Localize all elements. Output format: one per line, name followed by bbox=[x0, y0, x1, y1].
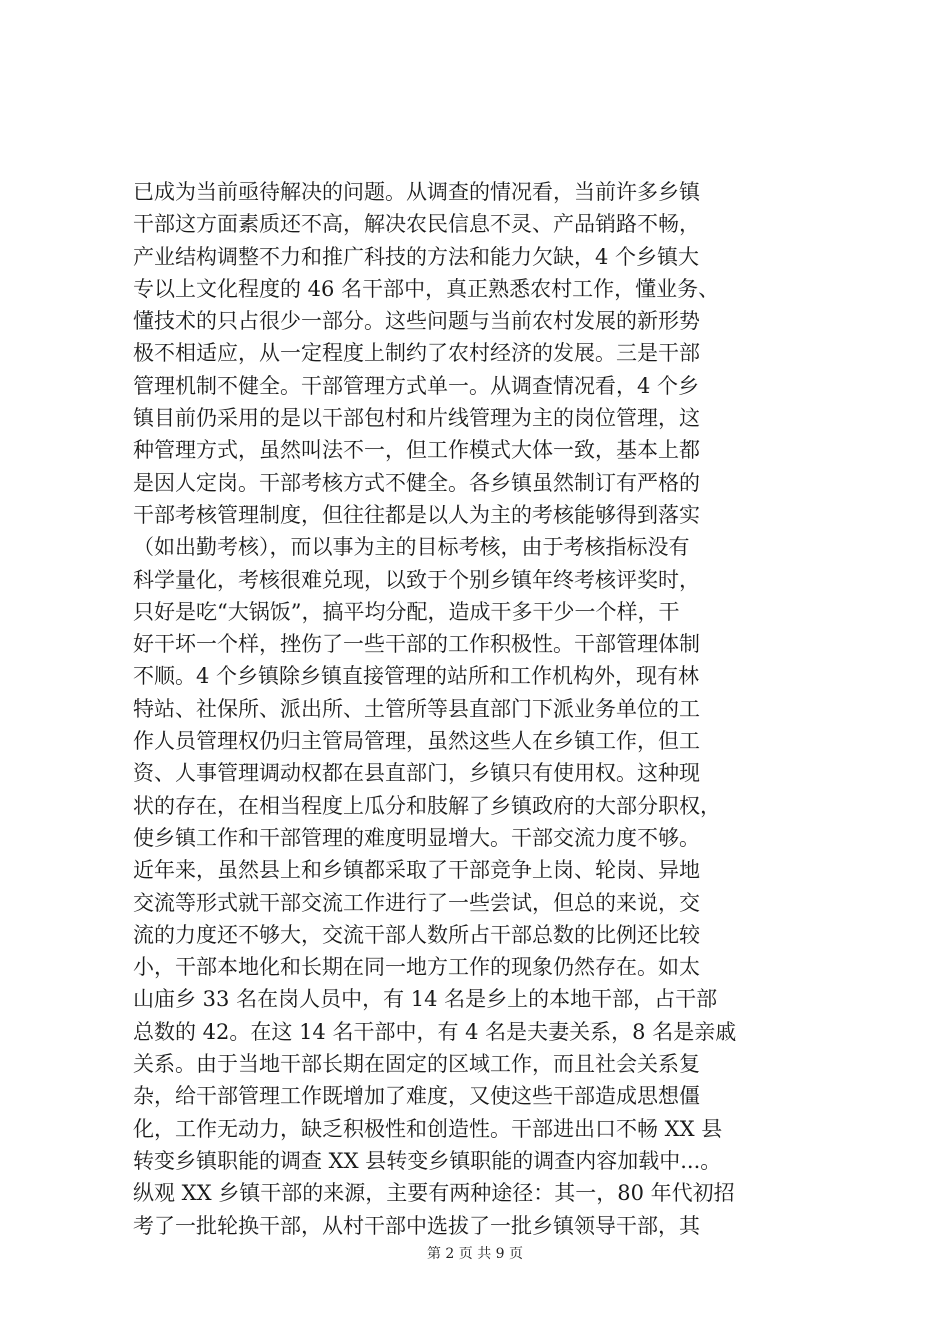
text-line: 干部考核管理制度，但往往都是以人为主的考核能够得到落实 bbox=[133, 502, 700, 527]
text-line: 流的力度还不够大，交流干部人数所占干部总数的比例还比较 bbox=[133, 922, 700, 947]
text-line: 资、人事管理调动权都在县直部门，乡镇只有使用权。这种现 bbox=[133, 761, 700, 786]
text-line: 科学量化，考核很难兑现，以致于个别乡镇年终考核评奖时， bbox=[133, 567, 700, 592]
text-line: 种管理方式，虽然叫法不一，但工作模式大体一致，基本上都 bbox=[133, 438, 700, 463]
page-footer: 第 2 页 共 9 页 bbox=[426, 1246, 524, 1262]
text-line: 管理机制不健全。干部管理方式单一。从调查情况看，4 个乡 bbox=[133, 373, 700, 398]
text-line: 是因人定岗。干部考核方式不健全。各乡镇虽然制订有严格的 bbox=[133, 470, 700, 495]
text-line: 近年来，虽然县上和乡镇都采取了干部竞争上岗、轮岗、异地 bbox=[133, 858, 700, 883]
text-line: 化，工作无动力，缺乏积极性和创造性。干部进出口不畅 XX 县 bbox=[133, 1116, 723, 1141]
text-line: 纵观 XX 乡镇干部的来源，主要有两种途径：其一，80 年代初招 bbox=[133, 1181, 735, 1206]
text-line: 使乡镇工作和干部管理的难度明显增大。干部交流力度不够。 bbox=[133, 825, 700, 850]
text-line: 状的存在，在相当程度上瓜分和肢解了乡镇政府的大部分职权， bbox=[133, 793, 721, 818]
text-line: 关系。由于当地干部长期在固定的区域工作，而且社会关系复 bbox=[133, 1052, 700, 1077]
text-line: 交流等形式就干部交流工作进行了一些尝试，但总的来说，交 bbox=[133, 890, 700, 915]
text-line: 特站、社保所、派出所、土管所等县直部门下派业务单位的工 bbox=[133, 696, 700, 721]
text-line: （如出勤考核），而以事为主的目标考核，由于考核指标没有 bbox=[133, 535, 690, 560]
text-line: 小，干部本地化和长期在同一地方工作的现象仍然存在。如太 bbox=[133, 955, 700, 980]
text-line: 总数的 42。在这 14 名干部中，有 4 名是夫妻关系，8 名是亲戚 bbox=[133, 1019, 737, 1044]
text-line: 产业结构调整不力和推广科技的方法和能力欠缺，4 个乡镇大 bbox=[133, 244, 700, 269]
text-line: 考了一批轮换干部，从村干部中选拔了一批乡镇领导干部，其 bbox=[133, 1213, 700, 1238]
text-line: 好干坏一个样，挫伤了一些干部的工作积极性。干部管理体制 bbox=[133, 632, 700, 657]
text-line: 不顺。4 个乡镇除乡镇直接管理的站所和工作机构外，现有林 bbox=[133, 664, 700, 689]
text-line: 专以上文化程度的 46 名干部中，真正熟悉农村工作，懂业务、 bbox=[133, 276, 720, 301]
text-line: 山庙乡 33 名在岗人员中，有 14 名是乡上的本地干部，占干部 bbox=[133, 987, 718, 1012]
text-line: 已成为当前亟待解决的问题。从调查的情况看，当前许多乡镇 bbox=[133, 180, 700, 204]
text-line: 极不相适应，从一定程度上制约了农村经济的发展。三是干部 bbox=[133, 341, 700, 366]
text-line: 懂技术的只占很少一部分。这些问题与当前农村发展的新形势 bbox=[133, 309, 700, 334]
body-text bbox=[133, 176, 833, 1242]
text-line: 转变乡镇职能的调查 XX 县转变乡镇职能的调查内容加载中...。 bbox=[133, 1148, 722, 1173]
text-line: 干部这方面素质还不高，解决农民信息不灵、产品销路不畅， bbox=[133, 212, 700, 237]
text-line: 只好是吃“大锅饭”，搞平均分配，造成干多干少一个样，干 bbox=[133, 599, 680, 624]
text-line: 作人员管理权仍归主管局管理，虽然这些人在乡镇工作，但工 bbox=[133, 729, 700, 754]
text-line: 镇目前仍采用的是以干部包村和片线管理为主的岗位管理，这 bbox=[133, 406, 700, 431]
text-line: 杂，给干部管理工作既增加了难度，又使这些干部造成思想僵 bbox=[133, 1084, 700, 1109]
